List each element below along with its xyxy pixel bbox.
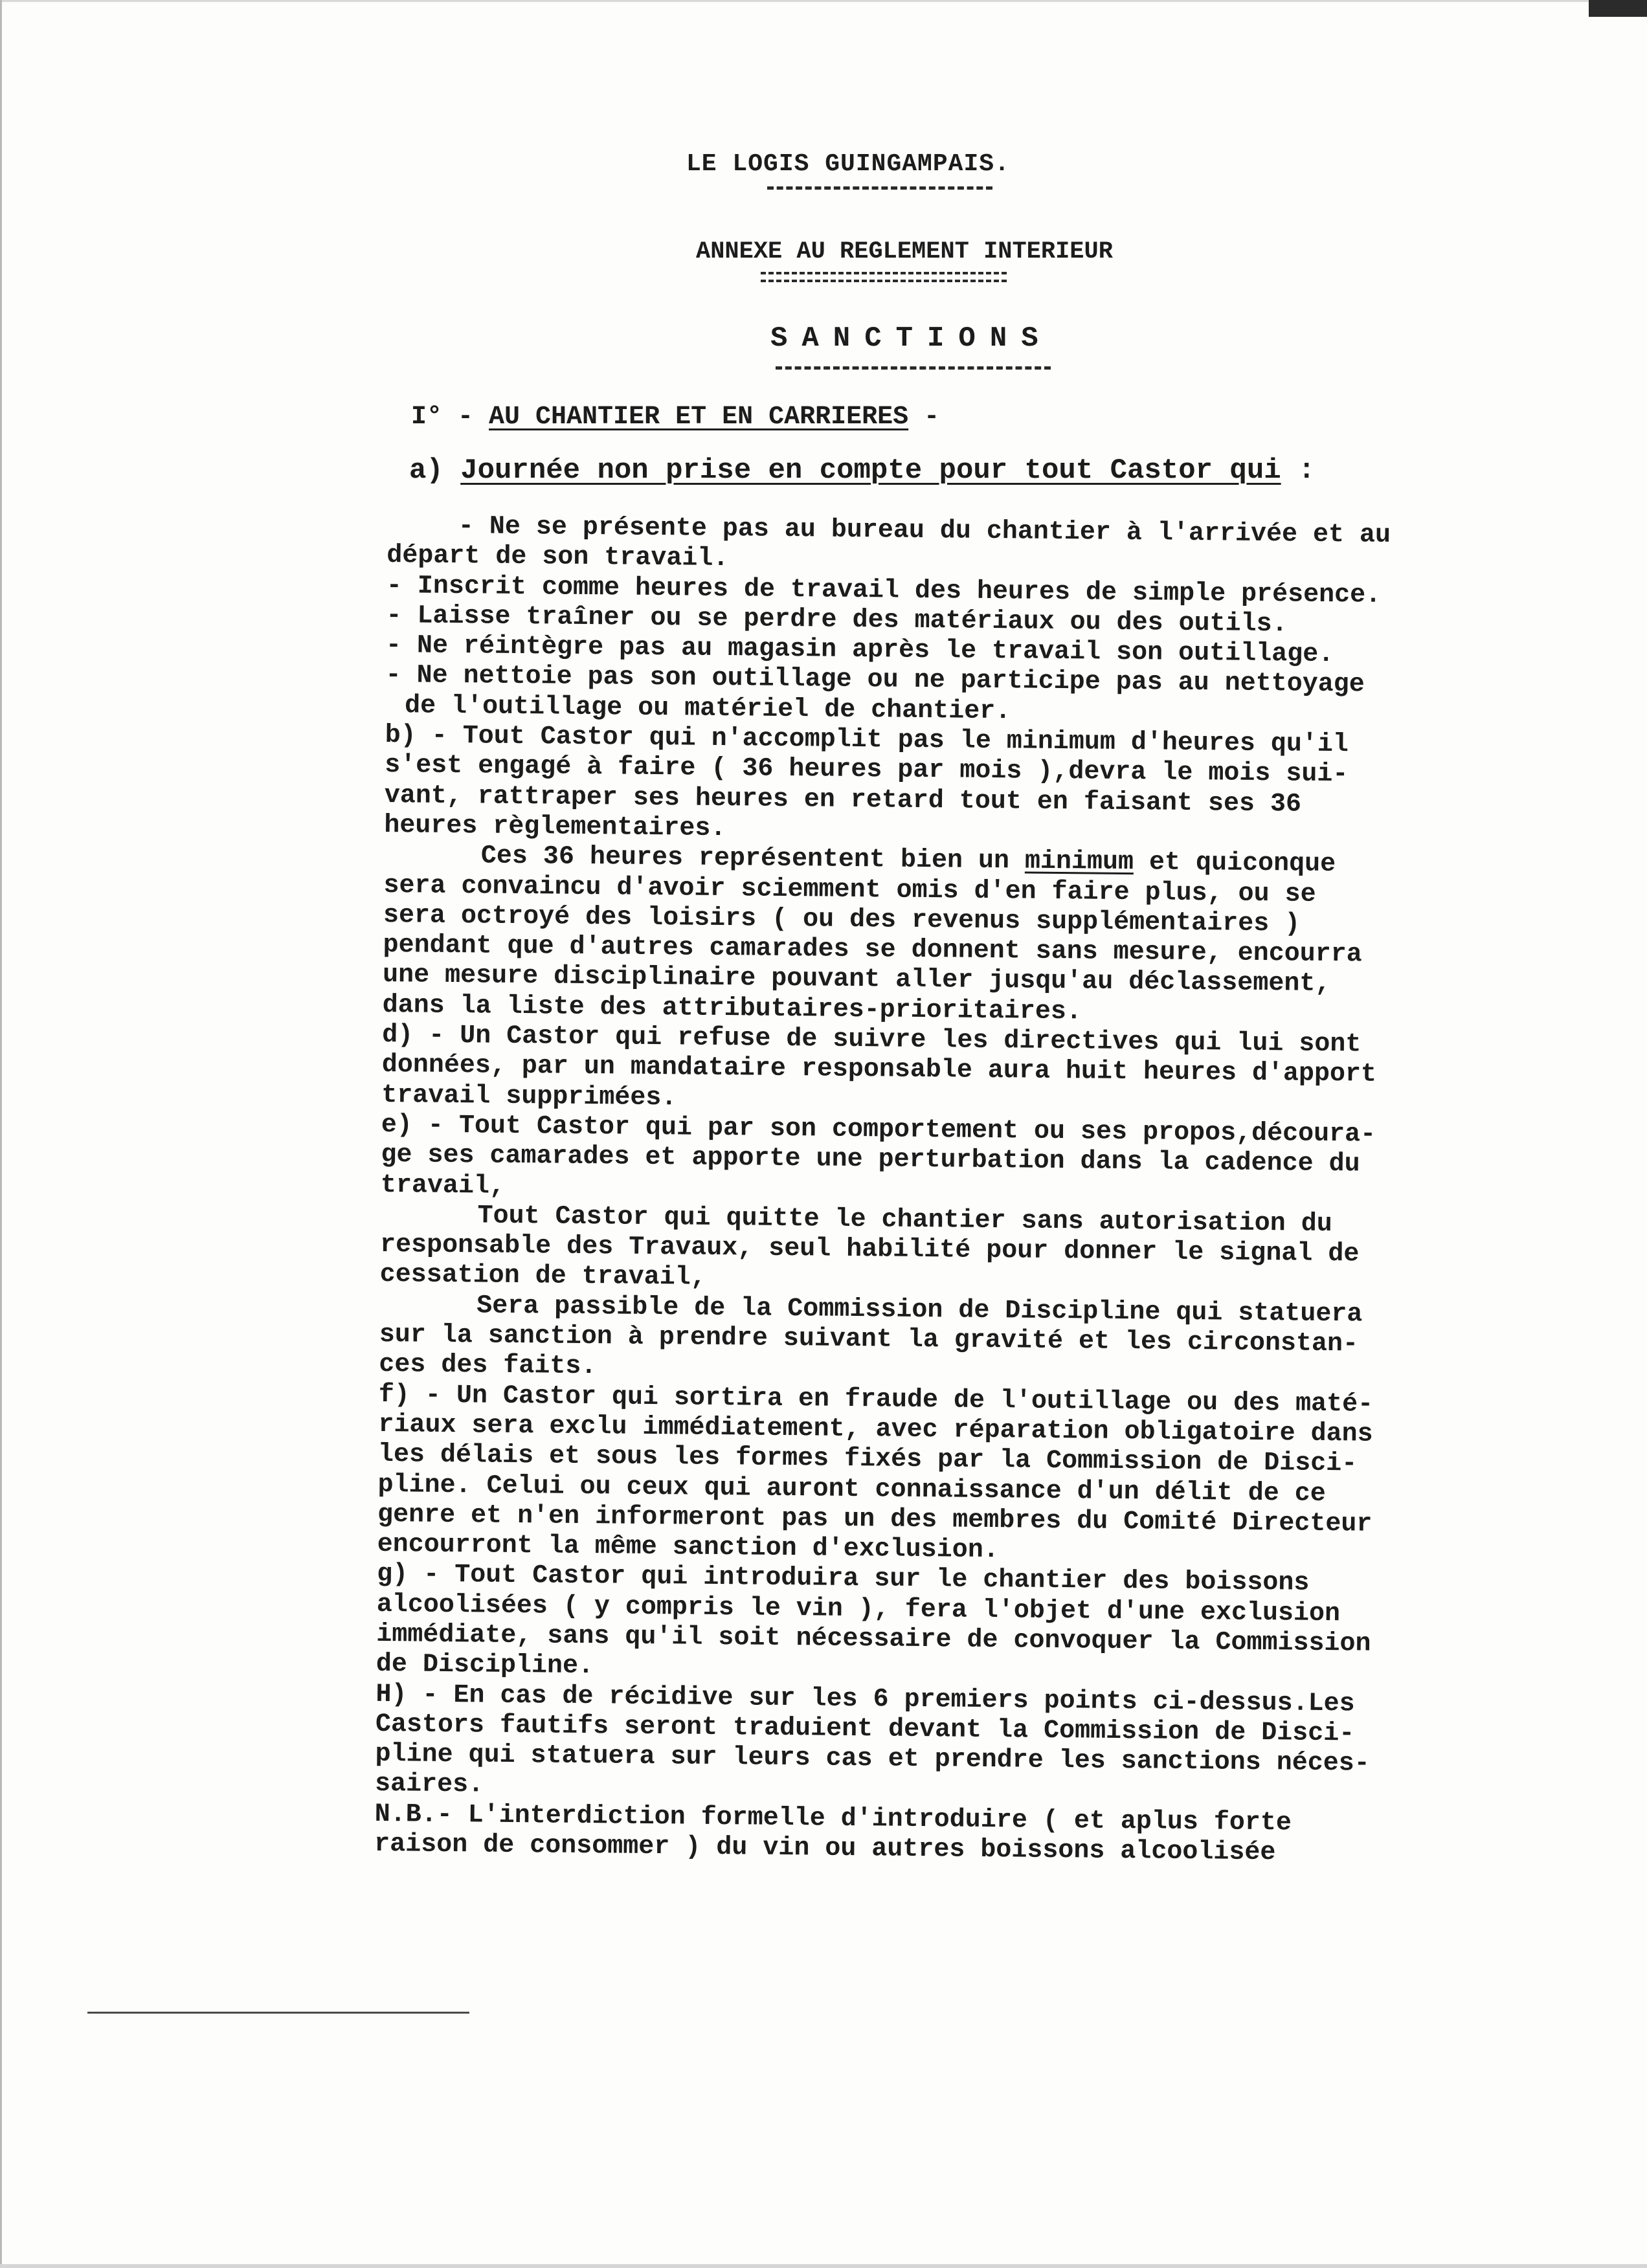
subtitle-underline <box>761 272 1007 274</box>
body-line: sur la sanction à prendre suivant la gravité et les circonstan- <box>379 1320 1359 1359</box>
body-line: dans la liste des attributaires-prioritaires. <box>382 990 1082 1027</box>
body-line: Tout Castor qui quitte le chantier sans autorisation du <box>477 1201 1332 1239</box>
body-line: ge ses camarades et apporte une perturbation dans la cadence du <box>381 1140 1360 1179</box>
document-body <box>374 511 1462 1870</box>
subsection-a-title-suffix: : <box>1281 454 1316 487</box>
body-line: ces des faits. <box>379 1350 597 1382</box>
body-line: g) - Tout Castor qui introduira sur le chantier des boissons <box>377 1560 1310 1599</box>
section-heading <box>411 403 1059 432</box>
document-subtitle: ANNEXE AU REGLEMENT INTERIEUR <box>696 238 1113 265</box>
body-line: alcoolisées ( y compris le vin ), fera l'objet d'une exclusion <box>376 1590 1341 1629</box>
body-line: f) - Un Castor qui sortira en fraude de l'outillage ou des maté- <box>378 1380 1374 1419</box>
title-underline <box>767 186 992 190</box>
body-line: encourront la même sanction d'exclusion. <box>377 1530 1000 1566</box>
scan-corner-mark <box>1589 0 1647 17</box>
section-title: AU CHANTIER ET EN CARRIERES <box>489 403 909 432</box>
body-line: e) - Tout Castor qui par son comportement ou ses propos,découra- <box>381 1110 1376 1150</box>
body-line: saires. <box>374 1770 484 1800</box>
body-line: H) - En cas de récidive sur les 6 premiers points ci-dessus.Les <box>375 1680 1355 1719</box>
body-line: heures règlementaires. <box>384 810 726 844</box>
body-line: d) - Un Castor qui refuse de suivre les directives qui lui sont <box>382 1021 1361 1060</box>
body-line: les délais et sous les formes fixés par la Commission de Disci- <box>377 1440 1358 1479</box>
body-line: Castors fautifs seront traduient devant la Commission de Disci- <box>375 1709 1355 1749</box>
body-line: immédiate, sans qu'il soit nécessaire de convoquer la Commission <box>376 1619 1371 1659</box>
section-title-suffix: - <box>908 403 940 432</box>
section-number: I° - <box>411 403 474 432</box>
body-line: N.B.- L'interdiction formelle d'introduire ( et aplus forte <box>374 1799 1292 1838</box>
body-line: données, par un mandataire responsable aura huit heures d'apport <box>381 1051 1377 1090</box>
body-line: de Discipline. <box>375 1650 594 1682</box>
scan-border-top <box>0 0 1647 2</box>
subsection-a-title: Journée non prise en compte pour tout Castor qui <box>460 454 1281 487</box>
subtitle-underline-second <box>761 280 1007 282</box>
body-line: de l'outillage ou matériel de chantier. <box>404 691 1011 727</box>
body-line: - Ne se présente pas au bureau du chantier à l'arrivée et au <box>458 512 1391 550</box>
body-line: pendant que d'autres camarades se donnent sans mesure, encourra <box>383 931 1362 970</box>
body-line: b) - Tout Castor qui n'accomplit pas le minimum d'heures qu'il <box>385 721 1349 760</box>
body-line: - Ne nettoie pas son outillage ou ne participe pas au nettoyage <box>385 661 1365 700</box>
sanctions-underline <box>776 366 1051 370</box>
body-line: riaux sera exclu immédiatement, avec réparation obligatoire dans <box>378 1410 1373 1449</box>
body-line: travail, <box>380 1170 506 1201</box>
body-line: responsable des Travaux, seul habilité pour donner le signal de <box>379 1230 1360 1269</box>
body-line: une mesure disciplinaire pouvant aller jusqu'au déclassement, <box>382 961 1331 999</box>
body-line: vant, rattraper ses heures en retard tout en faisant ses 36 <box>384 781 1302 819</box>
body-line: Sera passible de la Commission de Discipline qui statuera <box>476 1291 1363 1329</box>
subsection-a-label: a) <box>409 454 443 487</box>
body-line: travail supprimées. <box>381 1080 677 1113</box>
body-line: sera octroyé des loisirs ( ou des revenus supplémentaires ) <box>383 900 1301 939</box>
body-line: - Ne réintègre pas au magasin après le travail son outillage. <box>385 631 1334 670</box>
body-line: départ de son travail. <box>387 541 729 574</box>
subsection-a-heading <box>409 454 1316 487</box>
scan-border-left <box>0 0 2 2268</box>
body-text: Ces 36 heures représentent bien un <box>480 841 1025 876</box>
document-title: LE LOGIS GUINGAMPAIS. <box>686 150 1010 178</box>
body-text-underlined: minimum <box>1024 847 1134 878</box>
body-text: et quiconque <box>1133 848 1336 880</box>
sanctions-heading: SANCTIONS <box>770 322 1053 355</box>
body-line: - Laisse traîner ou se perdre des matériaux ou des outils. <box>386 601 1288 639</box>
body-line: cessation de travail, <box>379 1260 706 1293</box>
bottom-rule <box>87 2012 469 2014</box>
scan-border-bottom <box>0 2264 1647 2268</box>
body-line: s'est engagé à faire ( 36 heures par mois ),devra le mois sui- <box>385 751 1349 790</box>
body-line: raison de consommer ) du vin ou autres boissons alcoolisée <box>374 1829 1276 1868</box>
body-line: pline. Celui ou ceux qui auront connaissance d'un délit de ce <box>377 1470 1326 1509</box>
body-line: - Inscrit comme heures de travail des heures de simple présence. <box>386 571 1382 610</box>
body-line: pline qui statuera sur leurs cas et prendre les sanctions néces- <box>375 1740 1370 1779</box>
body-line: sera convaincu d'avoir sciemment omis d'en faire plus, ou se <box>383 871 1316 909</box>
body-line: genre et n'en informeront pas un des membres du Comité Directeur <box>377 1500 1372 1539</box>
